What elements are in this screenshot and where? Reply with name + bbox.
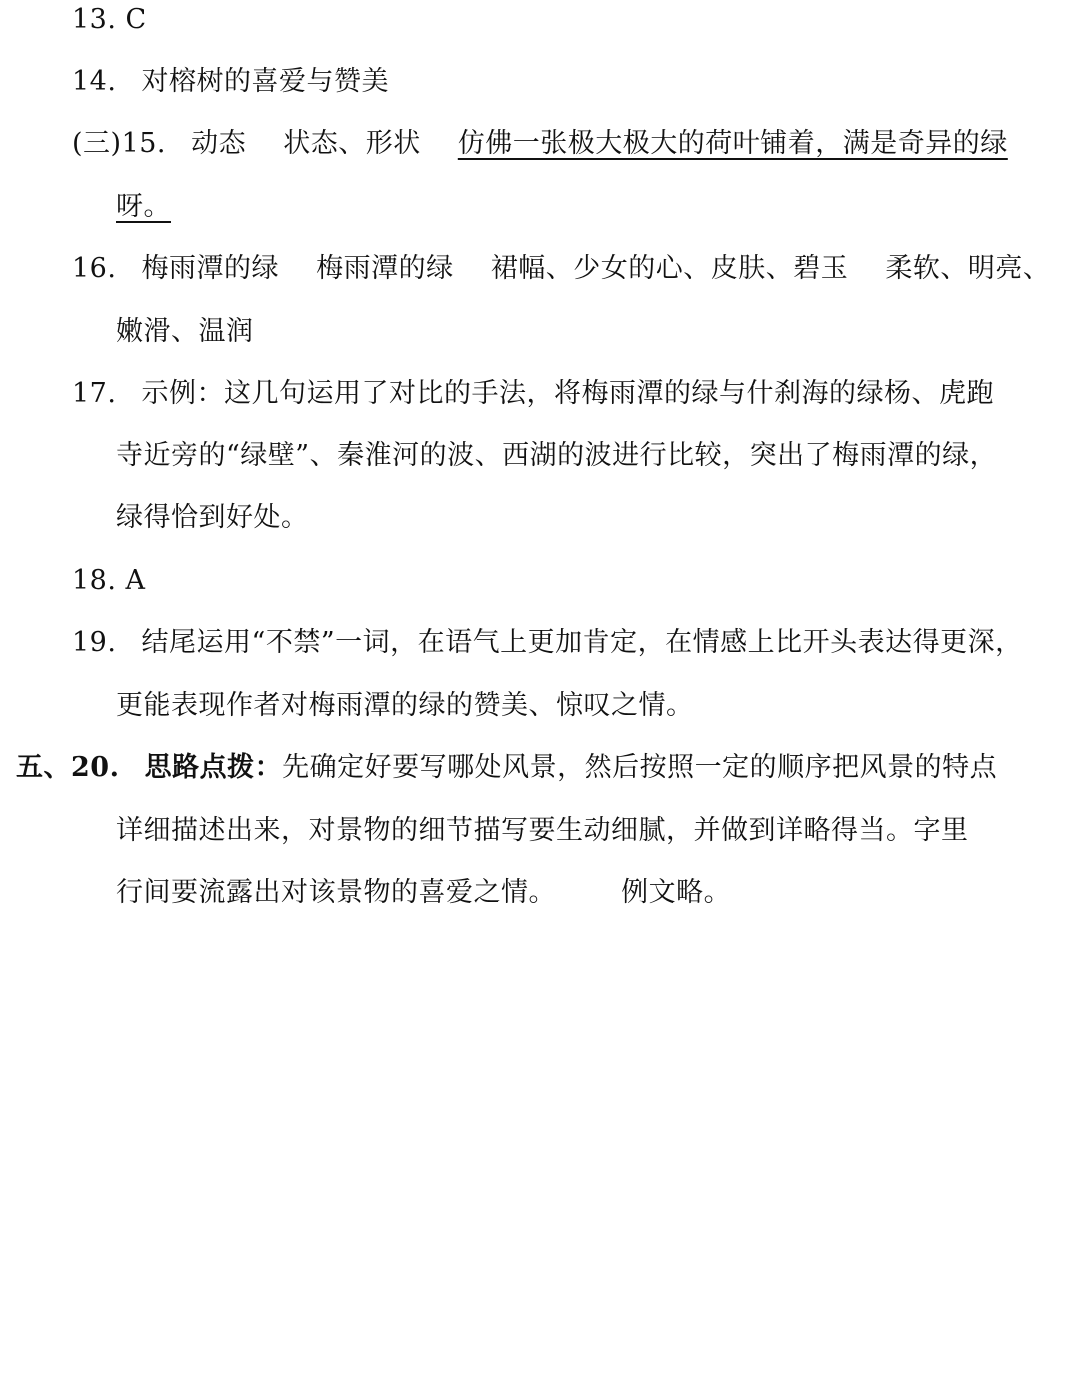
answer-text: 结尾运用“不禁”一词，在语气上更加肯定，在情感上比开头表达得更深， (141, 627, 1023, 658)
answer-text: 对榕树的喜爱与赞美 (141, 66, 390, 97)
answer-19 (72, 625, 1023, 661)
answer-text: 示例：这几句运用了对比的手法，将梅雨潭的绿与什刹海的绿杨、虎跑 (141, 378, 995, 409)
question-number: 17. (72, 378, 117, 409)
question-number: 13. (72, 4, 117, 35)
answer-part: 梅雨潭的绿 (316, 253, 454, 284)
answer-text: A (125, 565, 146, 596)
answer-20-line3 (116, 875, 731, 911)
answer-part: 状态、形状 (283, 128, 421, 159)
answer-16-continued (116, 314, 254, 350)
answer-part: 动态 (191, 128, 247, 159)
question-number: 16. (72, 253, 117, 284)
answer-13 (72, 2, 147, 38)
answer-text: 绿得恰到好处。 (116, 502, 309, 533)
answer-16 (72, 251, 1050, 287)
question-number: (三)15. (72, 128, 167, 159)
answer-text: 更能表现作者对梅雨潭的绿的赞美、惊叹之情。 (116, 690, 694, 721)
answer-text: 嫩滑、温润 (116, 316, 254, 347)
answer-14 (72, 64, 389, 100)
answer-text: 行间要流露出对该景物的喜爱之情。 (116, 877, 556, 908)
answer-text: 先确定好要写哪处风景，然后按照一定的顺序把风景的特点 (282, 752, 998, 783)
question-number: 18. (72, 565, 117, 596)
answer-20 (16, 750, 997, 786)
section-number: 五、20. (16, 752, 120, 783)
underlined-sentence-end: 呀。 (116, 191, 171, 222)
answer-20-line2 (116, 813, 969, 849)
answer-text: 详细描述出来，对景物的细节描写要生动细腻，并做到详略得当。字里 (116, 815, 969, 846)
answer-17 (72, 376, 994, 412)
answer-17-line2 (116, 438, 997, 474)
answer-19-line2 (116, 688, 694, 724)
answer-part: 梅雨潭的绿 (141, 253, 280, 284)
question-number: 19. (72, 627, 117, 658)
question-number: 14. (72, 66, 117, 97)
underlined-sentence: 仿佛一张极大极大的荷叶铺着，满是奇异的绿 (457, 128, 1008, 159)
answer-15-continued (116, 189, 171, 225)
answer-text: C (125, 4, 147, 35)
hint-label: 思路点拨： (144, 752, 283, 783)
answer-18 (72, 563, 146, 599)
answer-part: 裙幅、少女的心、皮肤、碧玉 (490, 253, 849, 284)
answer-17-line3 (116, 500, 309, 536)
answer-part: 柔软、明亮、 (885, 253, 1051, 284)
example-note: 例文略。 (621, 877, 732, 908)
answer-text: 寺近旁的“绿壁”、秦淮河的波、西湖的波进行比较，突出了梅雨潭的绿， (116, 440, 998, 471)
answer-15 (72, 126, 1008, 162)
